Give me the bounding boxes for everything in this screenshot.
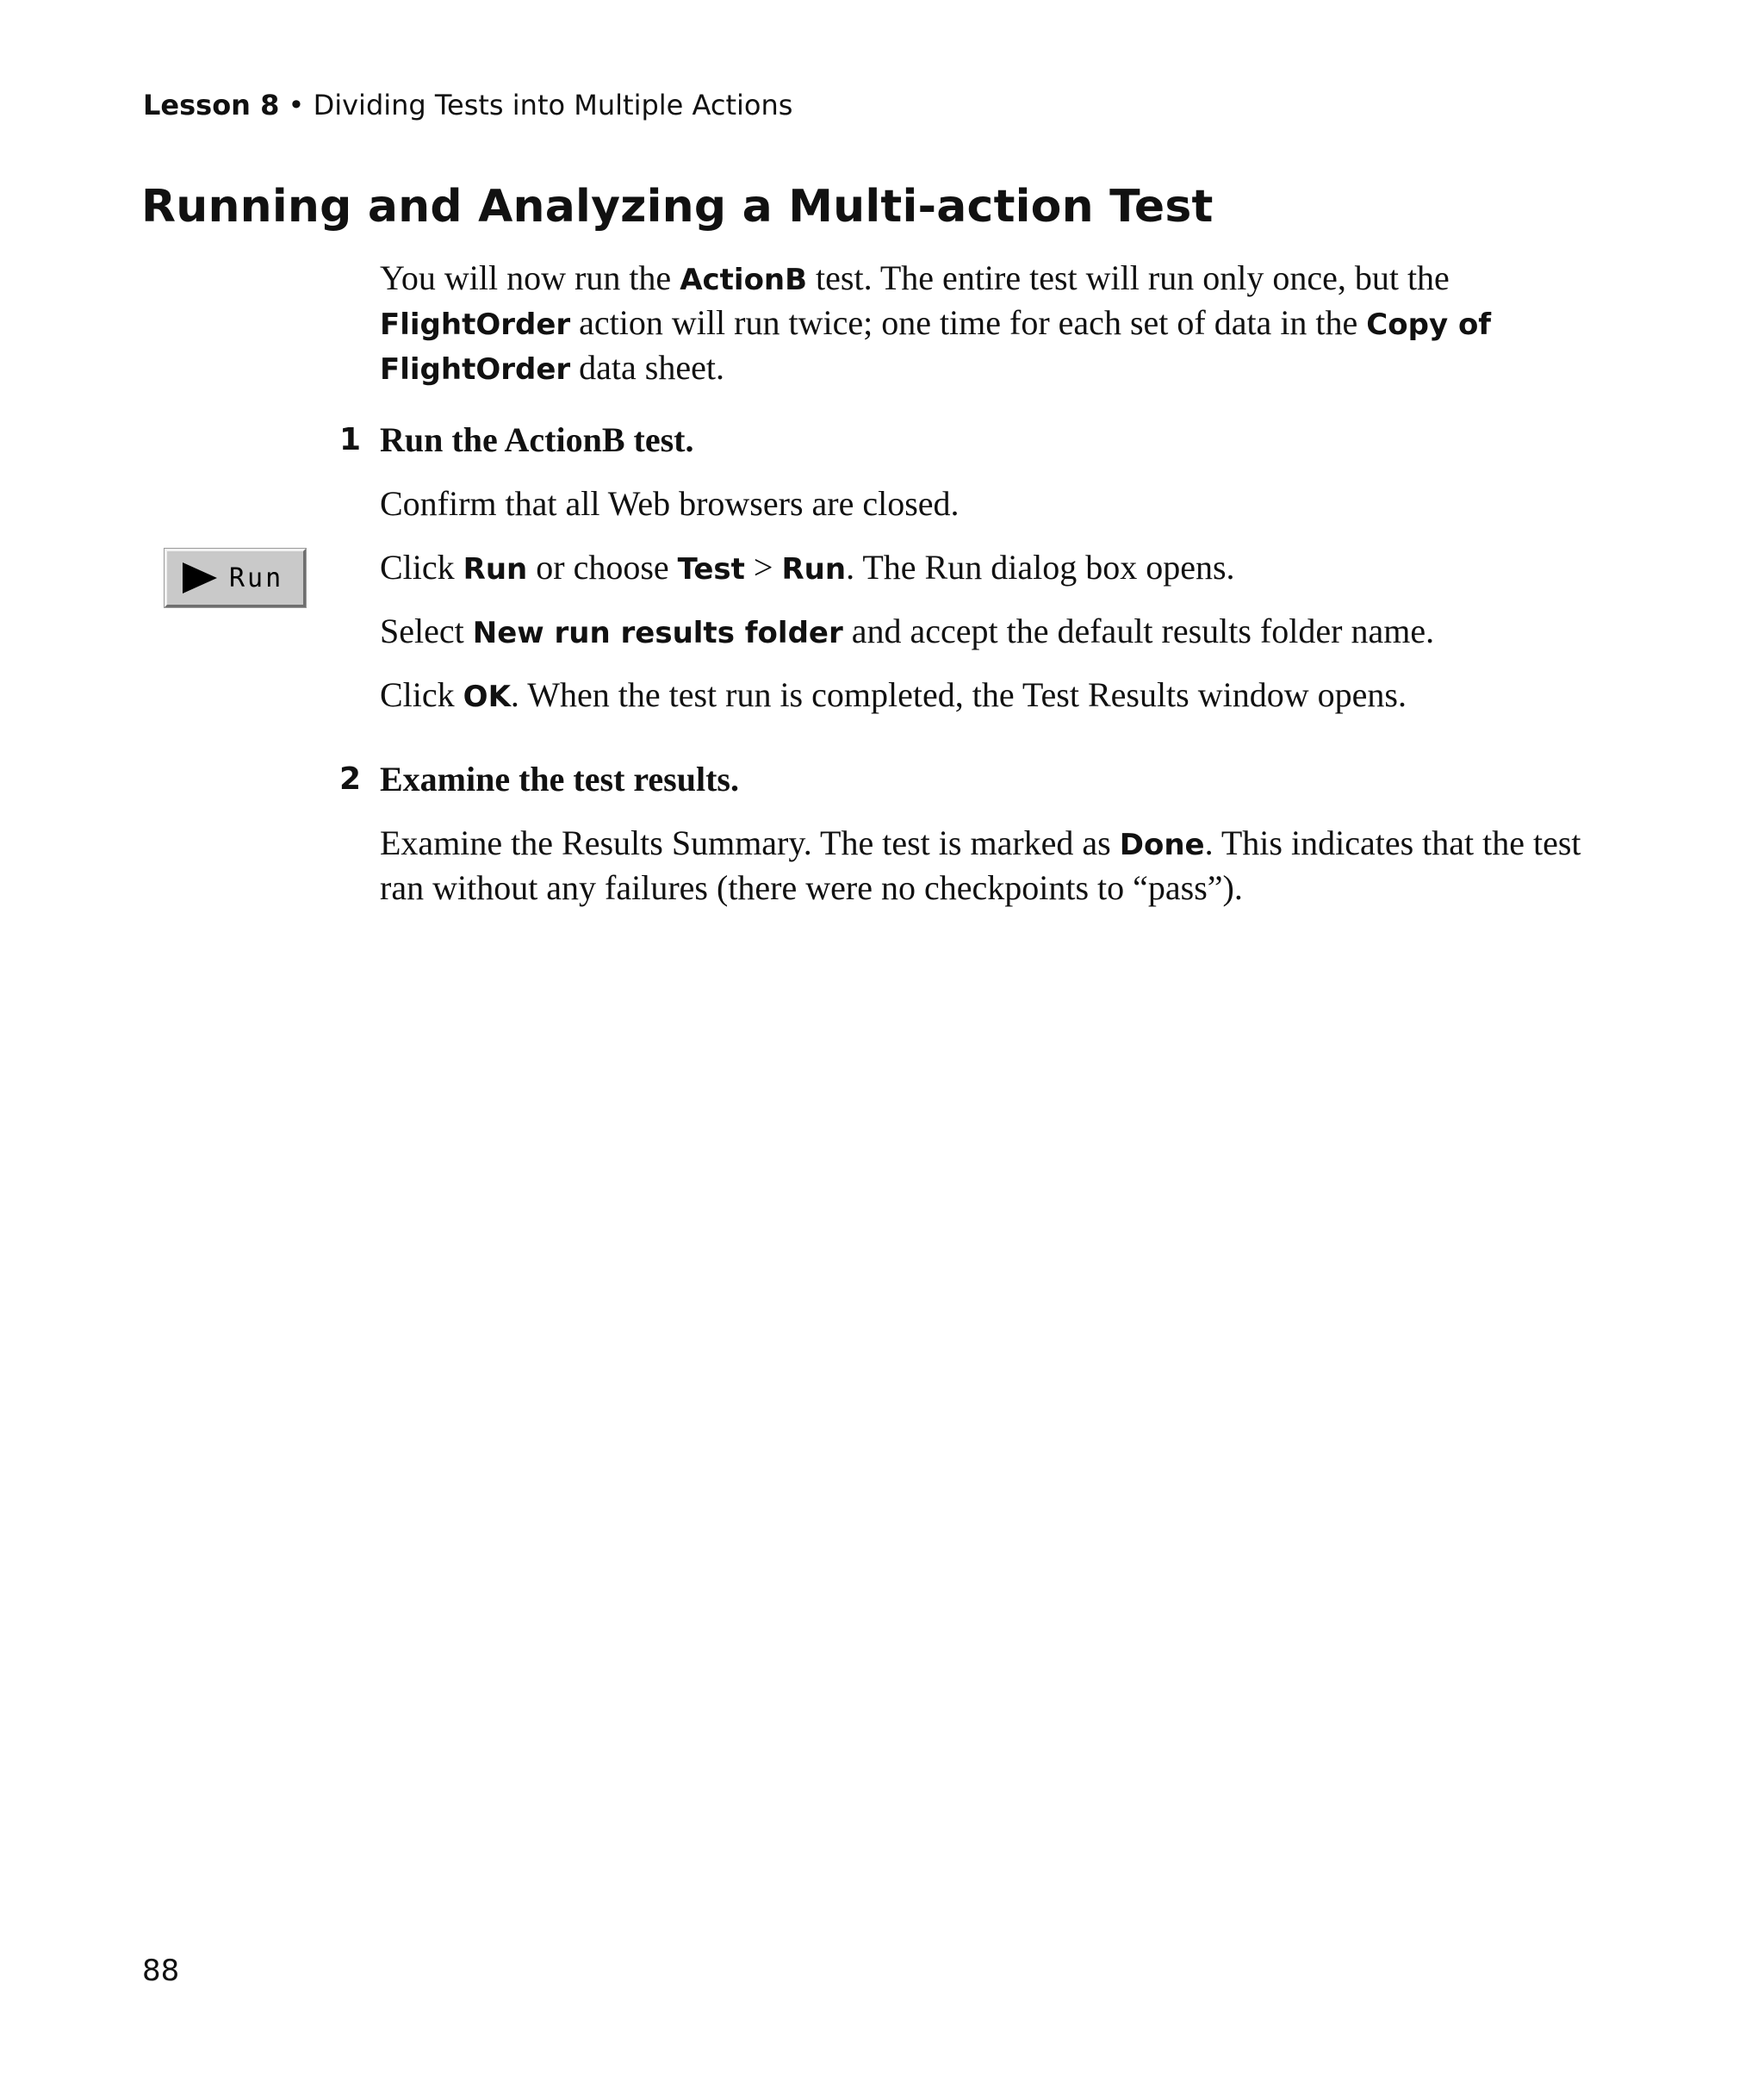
intro-bold-flightorder: FlightOrder [380,308,571,342]
step-1-p2-text-2: or choose [527,548,678,587]
running-header [143,86,792,124]
step-1-paragraph-3 [380,610,1586,655]
step-1-p4-bold-ok: OK [463,680,511,714]
lesson-label: Lesson 8 [143,89,280,121]
intro-text-1: You will now run the [380,258,680,297]
step-2-p1-text-1: Examine the Results Summary. The test is marked as [380,823,1120,862]
step-1-p2-bold-test: Test [677,552,745,587]
step-2-title: Examine the test results. [380,760,739,798]
step-1-paragraph-1: Confirm that all Web browsers are closed. [380,484,960,523]
step-2-paragraph-1 [380,822,1586,910]
run-button[interactable] [165,549,306,607]
step-2-p1-text-2: . This indicates that the test ran without any failures (there were no checkpoints to “pass”). [380,823,1581,907]
section-title: Running and Analyzing a Multi-action Test [141,181,1214,233]
step-1-p2-text-1: Click [380,548,463,587]
step-1-p2-text-4: . The Run dialog box opens. [846,548,1235,587]
step-1-p4-text-2: . When the test run is completed, the Test Results window opens. [510,675,1407,714]
chapter-title: Dividing Tests into Multiple Actions [313,89,793,121]
page-number: 88 [142,1954,180,1988]
intro-bold-copy-of-flightorder: Copy of FlightOrder [380,308,1492,387]
intro-text-4: data sheet. [570,348,724,387]
run-button-label: Run [229,562,284,593]
play-icon [183,562,217,593]
intro-paragraph [380,257,1586,391]
intro-bold-actionb: ActionB [680,263,808,297]
step-2-number: 2 [339,761,362,797]
step-2-p1-bold-done: Done [1119,828,1205,862]
step-1-p3-text-1: Select [380,612,473,650]
step-1-paragraph-4 [380,674,1586,718]
step-1-p3-bold-new-run-results-folder: New run results folder [472,616,843,650]
intro-text-3: action will run twice; one time for each set of data in the [570,303,1367,342]
step-1-p2-bold-run: Run [463,552,528,587]
step-1-number: 1 [339,422,362,457]
step-1-paragraph-2 [380,546,1586,591]
step-1-p4-text-1: Click [380,675,463,714]
step-1-title: Run the ActionB test. [380,420,694,459]
step-1-p2-bold-run-menu: Run [781,552,847,587]
step-1-p2-text-3: > [744,548,782,587]
intro-text-2: test. The entire test will run only once, but the [807,258,1450,297]
header-separator: • [279,89,314,121]
step-1-p3-text-2: and accept the default results folder name. [842,612,1435,650]
